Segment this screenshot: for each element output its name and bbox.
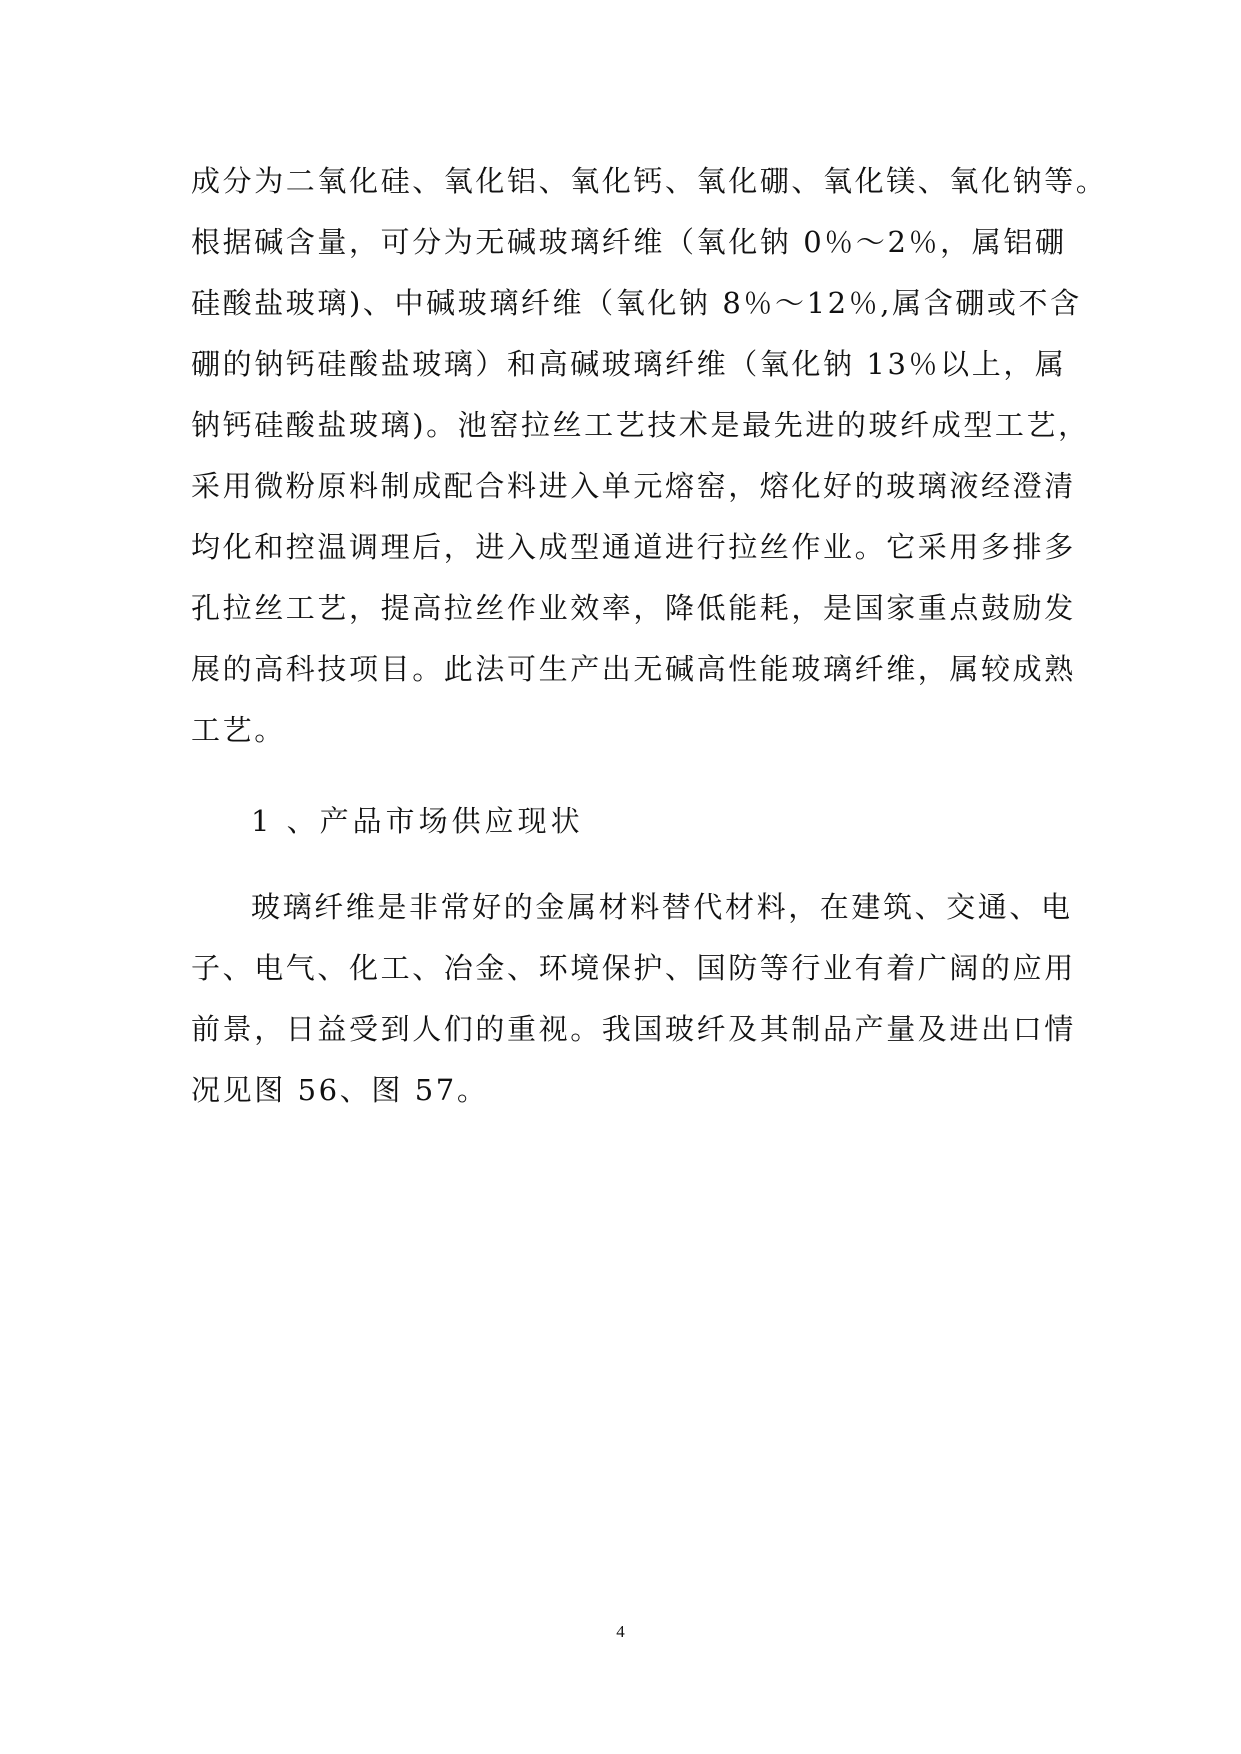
- paragraph-line: 采用微粉原料制成配合料进入单元熔窑，熔化好的玻璃液经澄清: [191, 469, 1076, 503]
- paragraph-line: 根据碱含量，可分为无碱玻璃纤维（氧化钠 0％～2％，属铝硼: [191, 225, 1067, 259]
- paragraph-line: 子、电气、化工、冶金、环境保护、国防等行业有着广阔的应用: [191, 951, 1076, 985]
- section-heading: 1 、产品市场供应现状: [251, 804, 584, 838]
- page-number: 4: [616, 1622, 625, 1641]
- paragraph-line: 硅酸盐玻璃)、中碱玻璃纤维（氧化钠 8％～12％,属含硼或不含: [191, 286, 1082, 320]
- paragraph-line: 玻璃纤维是非常好的金属材料替代材料，在建筑、交通、电: [251, 890, 1073, 924]
- paragraph-line: 均化和控温调理后，进入成型通道进行拉丝作业。它采用多排多: [191, 530, 1076, 564]
- paragraph-line: 硼的钠钙硅酸盐玻璃）和高碱玻璃纤维（氧化钠 13％以上，属: [191, 347, 1067, 381]
- paragraph-line: 孔拉丝工艺，提高拉丝作业效率，降低能耗，是国家重点鼓励发: [191, 591, 1076, 625]
- paragraph-line: 成分为二氧化硅、氧化铝、氧化钙、氧化硼、氧化镁、氧化钠等。: [191, 164, 1108, 198]
- paragraph-line: 况见图 56、图 57。: [191, 1073, 489, 1107]
- paragraph-line: 前景，日益受到人们的重视。我国玻纤及其制品产量及进出口情: [191, 1012, 1076, 1046]
- paragraph-line: 工艺。: [191, 713, 286, 747]
- paragraph-line: 展的高科技项目。此法可生产出无碱高性能玻璃纤维，属较成熟: [191, 652, 1076, 686]
- paragraph-line: 钠钙硅酸盐玻璃)。池窑拉丝工艺技术是最先进的玻纤成型工艺，: [191, 408, 1090, 442]
